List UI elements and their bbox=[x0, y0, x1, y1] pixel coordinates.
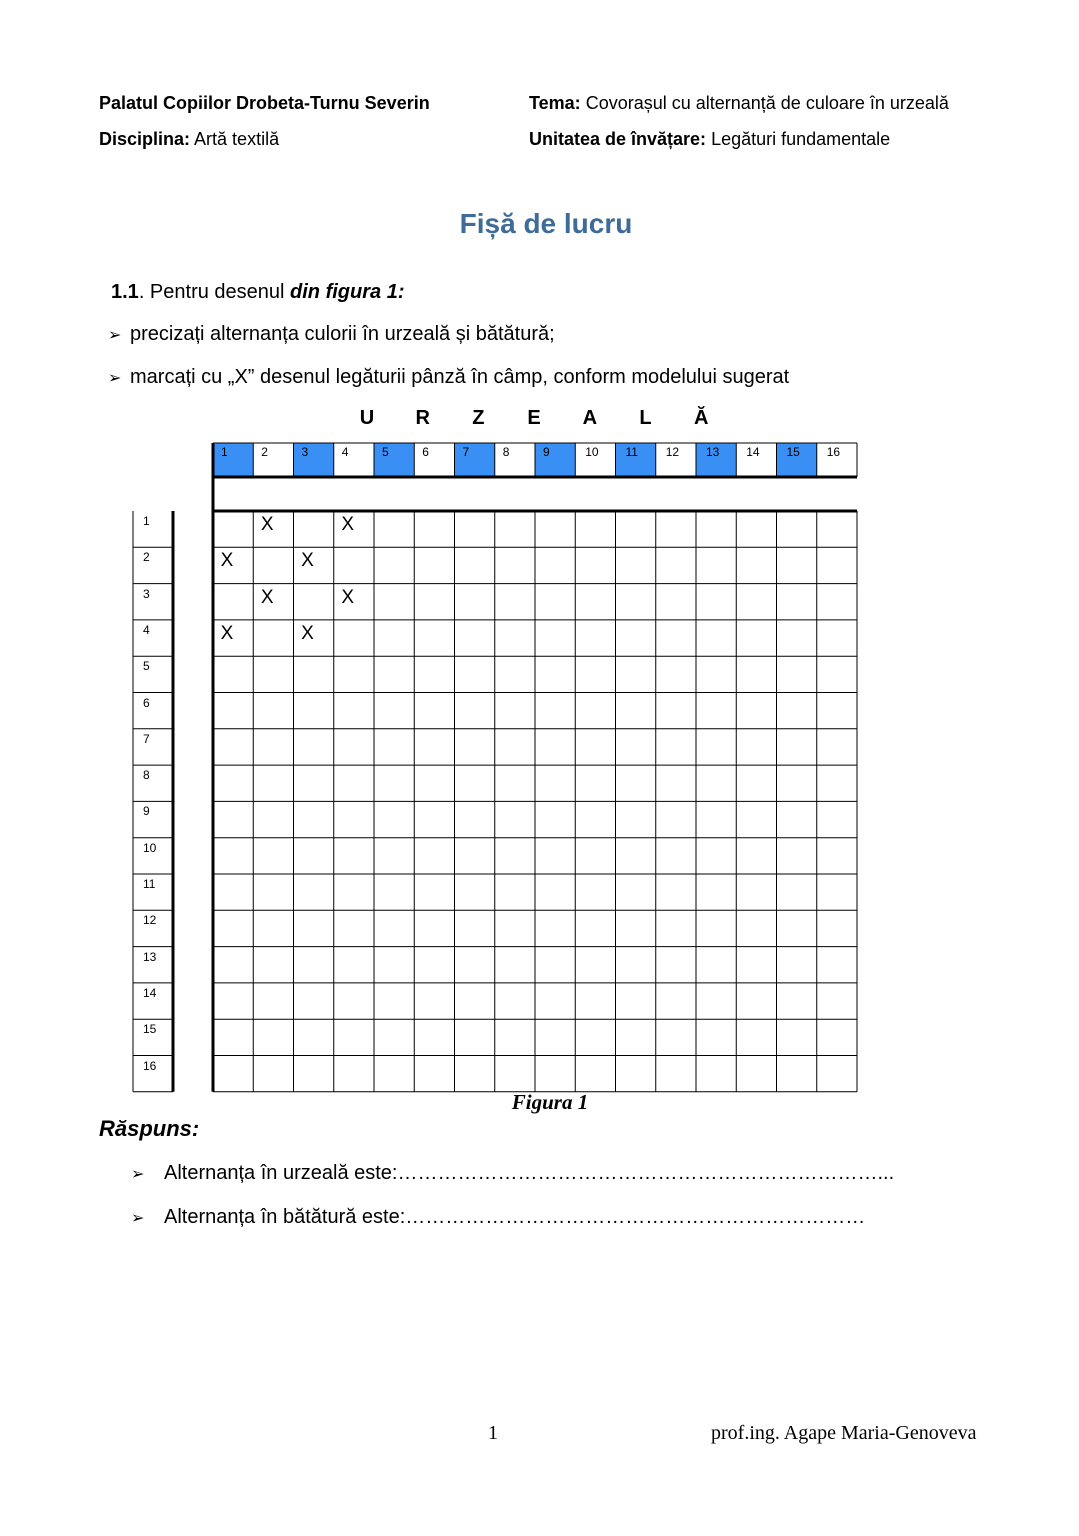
row-number: 9 bbox=[143, 804, 150, 819]
column-number: 4 bbox=[341, 445, 349, 459]
column-number: 6 bbox=[422, 445, 429, 459]
column-number: 13 bbox=[706, 445, 720, 459]
row-number: 10 bbox=[143, 840, 157, 855]
weave-mark: X bbox=[220, 622, 234, 644]
column-highlight-cell bbox=[374, 443, 414, 477]
weave-mark: X bbox=[260, 514, 274, 535]
row-number: 4 bbox=[143, 622, 150, 637]
column-number: 12 bbox=[665, 445, 680, 459]
row-number: 8 bbox=[143, 768, 150, 783]
warp-header-letter: L bbox=[639, 407, 652, 429]
row-number: 5 bbox=[143, 659, 150, 674]
row-number: 12 bbox=[143, 913, 157, 928]
warp-header-letter: U bbox=[359, 407, 375, 429]
weave-mark: X bbox=[341, 586, 355, 608]
learning-unit: Unitatea de învățare: Legături fundamentale bbox=[529, 129, 891, 149]
column-number: 11 bbox=[625, 445, 638, 459]
warp-header-letter: R bbox=[415, 407, 430, 429]
row-number: 11 bbox=[143, 877, 156, 891]
column-number: 9 bbox=[543, 445, 550, 459]
column-number: 3 bbox=[301, 445, 309, 459]
task-statement: 1.1. Pentru desenul din figura 1: bbox=[111, 281, 405, 303]
arrow-bullet-icon: ➢ bbox=[131, 1210, 145, 1227]
figure-caption: Figura 1 bbox=[511, 1090, 589, 1114]
theme: Tema: Covorașul cu alternanță de culoare în urzeală bbox=[529, 93, 949, 113]
weave-mark: X bbox=[341, 514, 355, 535]
answer-label: Răspuns: bbox=[99, 1116, 200, 1141]
column-number: 14 bbox=[746, 445, 760, 459]
warp-header-letter: Ă bbox=[693, 407, 709, 429]
warp-header-letter: A bbox=[582, 407, 598, 429]
task-bullet-1: ➢ precizați alternanța culorii în urzeală și bătătură; bbox=[108, 322, 555, 348]
weave-mark: X bbox=[220, 550, 234, 572]
column-number: 16 bbox=[826, 445, 841, 459]
row-number: 13 bbox=[143, 949, 157, 964]
row-number: 7 bbox=[143, 731, 150, 746]
warp-header-letter: E bbox=[527, 407, 541, 429]
task-bullet-2: ➢ marcați cu „X” desenul legăturii pânză în câmp, conform modelului sugerat bbox=[108, 365, 789, 391]
answer-weft: ➢ Alternanța în bătătură este:…………………………………………………………… bbox=[131, 1205, 865, 1231]
row-number: 16 bbox=[143, 1058, 157, 1073]
column-number: 2 bbox=[261, 445, 268, 459]
column-highlight-cell bbox=[455, 443, 495, 477]
column-number: 15 bbox=[786, 445, 800, 459]
discipline: Disciplina: Artă textilă bbox=[99, 129, 280, 149]
arrow-bullet-icon: ➢ bbox=[108, 327, 122, 344]
page-title: Fișă de lucru bbox=[459, 208, 633, 239]
column-highlight-cell bbox=[213, 443, 253, 477]
column-number: 10 bbox=[585, 445, 599, 459]
footer-author: prof.ing. Agape Maria-Genoveva bbox=[711, 1422, 977, 1444]
row-number: 6 bbox=[143, 695, 150, 710]
row-number: 3 bbox=[143, 586, 150, 601]
warp-header-letter: Z bbox=[472, 407, 485, 429]
column-number: 8 bbox=[502, 445, 510, 459]
arrow-bullet-icon: ➢ bbox=[131, 1166, 145, 1183]
column-number: 7 bbox=[462, 445, 470, 459]
row-number: 15 bbox=[143, 1022, 157, 1037]
column-number: 5 bbox=[382, 445, 389, 459]
row-number: 14 bbox=[143, 985, 157, 1000]
column-highlight-cell bbox=[535, 443, 575, 477]
row-number: 1 bbox=[143, 514, 150, 528]
institution-name: Palatul Copiilor Drobeta-Turnu Severin bbox=[99, 93, 430, 113]
column-number: 1 bbox=[221, 445, 228, 459]
answer-warp: ➢ Alternanța în urzeală este:………………………………………………………………... bbox=[131, 1161, 894, 1187]
weave-mark: X bbox=[260, 586, 274, 608]
weave-mark: X bbox=[301, 550, 314, 572]
weave-mark: X bbox=[301, 622, 314, 644]
page-number: 1 bbox=[488, 1422, 498, 1444]
arrow-bullet-icon: ➢ bbox=[108, 370, 122, 387]
column-highlight-cell bbox=[294, 443, 334, 477]
row-number: 2 bbox=[143, 550, 150, 565]
